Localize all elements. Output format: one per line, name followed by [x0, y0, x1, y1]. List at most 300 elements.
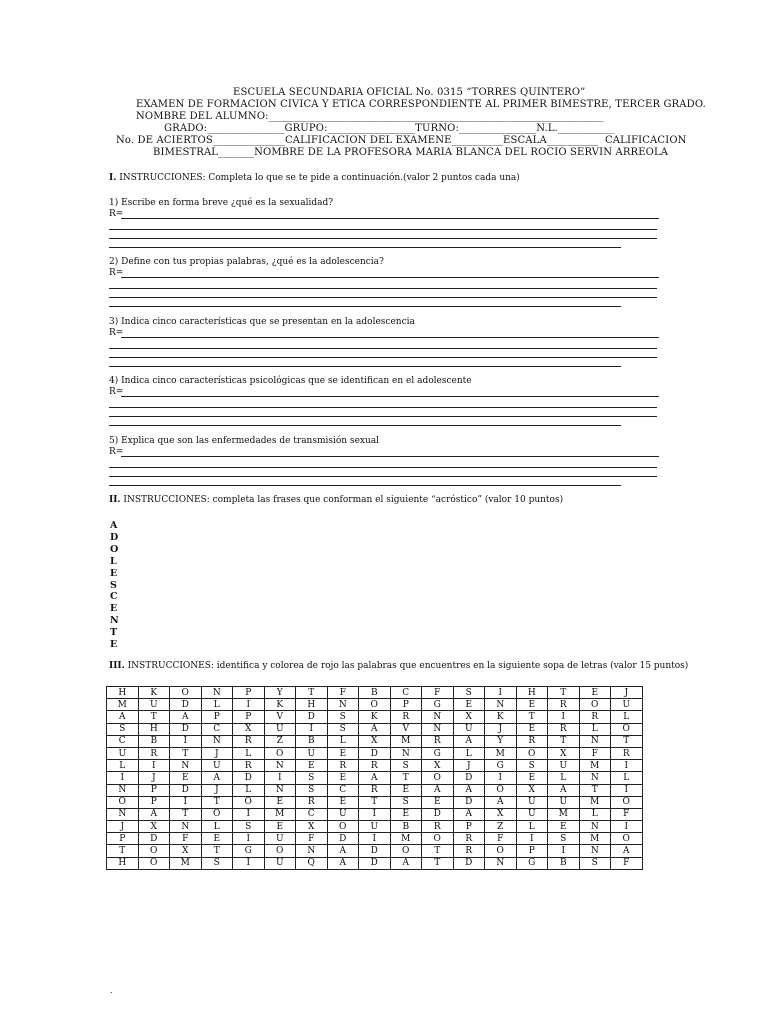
grid-cell[interactable]: M: [579, 760, 611, 772]
grid-cell[interactable]: U: [327, 808, 359, 820]
grid-cell[interactable]: I: [138, 760, 170, 772]
grid-cell[interactable]: U: [516, 796, 548, 808]
word-search-grid: [106, 686, 643, 870]
grid-cell[interactable]: S: [548, 833, 580, 845]
grid-cell[interactable]: E: [264, 796, 296, 808]
grid-cell[interactable]: D: [170, 784, 202, 796]
grid-cell[interactable]: S: [327, 723, 359, 735]
grid-cell[interactable]: I: [548, 845, 580, 857]
grid-cell[interactable]: A: [390, 857, 422, 869]
acrostic-letter: T: [110, 627, 118, 639]
grid-cell[interactable]: O: [359, 699, 391, 711]
grid-cell[interactable]: N: [579, 772, 611, 784]
grid-cell[interactable]: C: [296, 808, 328, 820]
answer-line[interactable]: [109, 238, 657, 239]
grid-cell[interactable]: M: [485, 747, 517, 759]
answer-line[interactable]: [109, 416, 657, 417]
grid-cell[interactable]: G: [422, 699, 454, 711]
grid-cell[interactable]: S: [296, 784, 328, 796]
grid-cell[interactable]: O: [107, 796, 139, 808]
grid-cell[interactable]: X: [485, 808, 517, 820]
answer-line[interactable]: [109, 357, 657, 358]
grid-cell[interactable]: I: [107, 772, 139, 784]
grid-cell[interactable]: U: [296, 747, 328, 759]
grid-cell[interactable]: D: [233, 772, 265, 784]
grid-cell[interactable]: P: [516, 845, 548, 857]
grid-cell[interactable]: I: [170, 735, 202, 747]
grid-cell[interactable]: L: [233, 784, 265, 796]
grid-cell[interactable]: E: [327, 747, 359, 759]
grid-cell[interactable]: D: [453, 796, 485, 808]
grid-cell[interactable]: K: [138, 687, 170, 699]
acrostic-letter: S: [110, 579, 117, 591]
grid-cell[interactable]: S: [516, 760, 548, 772]
grid-cell[interactable]: N: [201, 687, 233, 699]
grid-cell[interactable]: R: [327, 760, 359, 772]
grid-cell[interactable]: D: [138, 833, 170, 845]
grid-cell[interactable]: U: [264, 833, 296, 845]
question-3: 3) Indica cinco características que se presentan en la adolescencia: [109, 317, 415, 327]
grid-cell[interactable]: R: [548, 699, 580, 711]
grid-cell[interactable]: U: [611, 699, 643, 711]
grid-cell[interactable]: D: [359, 857, 391, 869]
grid-cell[interactable]: T: [516, 711, 548, 723]
answer-line[interactable]: [121, 218, 659, 219]
answer-line[interactable]: [109, 467, 657, 468]
grid-cell[interactable]: S: [327, 711, 359, 723]
grid-cell[interactable]: T: [170, 808, 202, 820]
grid-cell[interactable]: T: [296, 687, 328, 699]
grid-cell[interactable]: N: [390, 747, 422, 759]
grid-cell[interactable]: O: [611, 723, 643, 735]
grid-cell[interactable]: I: [485, 687, 517, 699]
answer-line[interactable]: [121, 456, 659, 457]
grid-cell[interactable]: J: [201, 747, 233, 759]
grid-cell[interactable]: A: [138, 808, 170, 820]
grid-cell[interactable]: O: [422, 772, 454, 784]
grid-cell[interactable]: U: [138, 699, 170, 711]
grid-cell[interactable]: L: [233, 747, 265, 759]
grid-cell[interactable]: A: [453, 808, 485, 820]
grid-cell[interactable]: D: [327, 833, 359, 845]
answer-prefix: R=: [109, 387, 124, 397]
grid-cell[interactable]: N: [485, 699, 517, 711]
grid-cell[interactable]: L: [611, 711, 643, 723]
grid-cell[interactable]: O: [516, 747, 548, 759]
grid-cell[interactable]: E: [327, 772, 359, 784]
grid-cell[interactable]: U: [264, 723, 296, 735]
grid-cell[interactable]: H: [516, 687, 548, 699]
answer-line[interactable]: [109, 425, 621, 426]
grid-cell[interactable]: P: [390, 699, 422, 711]
grid-cell[interactable]: I: [233, 833, 265, 845]
grid-cell[interactable]: L: [107, 760, 139, 772]
grid-cell[interactable]: S: [579, 857, 611, 869]
grid-cell[interactable]: A: [422, 784, 454, 796]
grid-cell[interactable]: O: [327, 821, 359, 833]
answer-line[interactable]: [109, 297, 657, 298]
grid-cell[interactable]: I: [485, 772, 517, 784]
grid-cell[interactable]: T: [422, 845, 454, 857]
grid-row: [107, 747, 643, 759]
grid-cell[interactable]: T: [422, 857, 454, 869]
grid-row: [107, 833, 643, 845]
grid-cell[interactable]: L: [516, 821, 548, 833]
grid-cell[interactable]: S: [390, 796, 422, 808]
grid-cell[interactable]: M: [390, 833, 422, 845]
grid-cell[interactable]: L: [201, 699, 233, 711]
grid-cell[interactable]: N: [170, 760, 202, 772]
grid-cell[interactable]: N: [264, 760, 296, 772]
grid-cell[interactable]: N: [170, 821, 202, 833]
grid-cell[interactable]: L: [611, 772, 643, 784]
answer-line[interactable]: [109, 247, 621, 248]
grid-cell[interactable]: F: [170, 833, 202, 845]
grid-cell[interactable]: K: [359, 711, 391, 723]
grid-cell[interactable]: U: [201, 760, 233, 772]
grid-cell[interactable]: Q: [296, 857, 328, 869]
grid-cell[interactable]: K: [485, 711, 517, 723]
grid-cell[interactable]: Z: [485, 821, 517, 833]
grid-cell[interactable]: O: [611, 796, 643, 808]
grid-cell[interactable]: R: [453, 845, 485, 857]
grid-cell[interactable]: R: [453, 833, 485, 845]
answer-line[interactable]: [121, 277, 659, 278]
grid-cell[interactable]: U: [359, 821, 391, 833]
grid-cell[interactable]: F: [485, 833, 517, 845]
grid-cell[interactable]: Z: [264, 735, 296, 747]
grid-cell[interactable]: H: [138, 723, 170, 735]
grid-cell[interactable]: L: [548, 772, 580, 784]
grid-cell[interactable]: N: [264, 784, 296, 796]
grid-cell[interactable]: E: [296, 760, 328, 772]
acrostic-letter: D: [110, 531, 119, 543]
grid-cell[interactable]: B: [296, 735, 328, 747]
acrostic-letter: A: [110, 520, 118, 531]
grid-cell[interactable]: S: [296, 772, 328, 784]
grid-cell[interactable]: N: [579, 821, 611, 833]
grid-cell[interactable]: K: [264, 699, 296, 711]
grid-cell[interactable]: E: [516, 723, 548, 735]
answer-line[interactable]: [109, 476, 657, 477]
grid-cell[interactable]: D: [359, 747, 391, 759]
grid-cell[interactable]: E: [390, 808, 422, 820]
grid-cell[interactable]: F: [422, 687, 454, 699]
grid-cell[interactable]: D: [422, 808, 454, 820]
grid-cell[interactable]: N: [579, 845, 611, 857]
grid-cell[interactable]: L: [453, 747, 485, 759]
grid-cell[interactable]: O: [138, 857, 170, 869]
grid-cell[interactable]: R: [548, 723, 580, 735]
grid-cell[interactable]: E: [201, 833, 233, 845]
grid-cell[interactable]: A: [327, 845, 359, 857]
grid-cell[interactable]: S: [233, 821, 265, 833]
grid-cell[interactable]: C: [390, 687, 422, 699]
grid-cell[interactable]: C: [201, 723, 233, 735]
grid-cell[interactable]: S: [201, 857, 233, 869]
grid-cell[interactable]: O: [201, 808, 233, 820]
grid-cell[interactable]: U: [264, 857, 296, 869]
grid-row: [107, 772, 643, 784]
grid-cell[interactable]: R: [359, 760, 391, 772]
grid-cell[interactable]: P: [233, 687, 265, 699]
grid-cell[interactable]: I: [359, 808, 391, 820]
grid-cell[interactable]: A: [107, 711, 139, 723]
grid-cell[interactable]: O: [170, 687, 202, 699]
grid-cell[interactable]: E: [516, 772, 548, 784]
grid-cell[interactable]: I: [548, 711, 580, 723]
grid-cell[interactable]: I: [170, 796, 202, 808]
grid-cell[interactable]: L: [579, 808, 611, 820]
grid-cell[interactable]: A: [453, 735, 485, 747]
grid-cell[interactable]: Y: [264, 687, 296, 699]
grid-cell[interactable]: A: [170, 711, 202, 723]
answer-line[interactable]: [109, 306, 621, 307]
grid-cell[interactable]: O: [422, 833, 454, 845]
grid-cell[interactable]: R: [233, 735, 265, 747]
grid-cell[interactable]: T: [548, 735, 580, 747]
grid-cell[interactable]: R: [611, 747, 643, 759]
answer-line[interactable]: [109, 485, 621, 486]
grid-cell[interactable]: N: [296, 845, 328, 857]
grid-cell[interactable]: T: [201, 845, 233, 857]
grid-cell[interactable]: L: [579, 723, 611, 735]
grid-cell[interactable]: I: [611, 760, 643, 772]
grid-cell[interactable]: N: [422, 711, 454, 723]
grid-cell[interactable]: U: [516, 808, 548, 820]
grid-cell[interactable]: O: [485, 845, 517, 857]
exam-title: EXAMEN DE FORMACION CIVICA Y ETICA CORRESPONDIENTE AL PRIMER BIMESTRE, TERCER GRADO.: [136, 99, 706, 110]
grid-cell[interactable]: E: [516, 699, 548, 711]
grid-cell[interactable]: X: [516, 784, 548, 796]
grid-cell[interactable]: I: [611, 784, 643, 796]
acrostic-letter: L: [110, 555, 117, 567]
grid-cell[interactable]: O: [138, 845, 170, 857]
grid-cell[interactable]: N: [107, 808, 139, 820]
grid-cell[interactable]: A: [359, 772, 391, 784]
grid-cell[interactable]: A: [359, 723, 391, 735]
grid-cell[interactable]: D: [453, 857, 485, 869]
grid-cell[interactable]: O: [390, 845, 422, 857]
grid-cell[interactable]: R: [422, 821, 454, 833]
grid-cell[interactable]: X: [453, 711, 485, 723]
grid-cell[interactable]: G: [422, 747, 454, 759]
grid-cell[interactable]: R: [422, 735, 454, 747]
grid-cell[interactable]: G: [485, 760, 517, 772]
grid-cell[interactable]: I: [296, 723, 328, 735]
question-1: 1) Escribe en forma breve ¿qué es la sexualidad?: [109, 198, 334, 208]
grid-cell[interactable]: X: [359, 735, 391, 747]
grid-cell[interactable]: E: [422, 796, 454, 808]
grid-cell[interactable]: J: [107, 821, 139, 833]
grid-cell[interactable]: G: [233, 845, 265, 857]
answer-line[interactable]: [109, 407, 657, 408]
grid-cell[interactable]: P: [138, 796, 170, 808]
grid-cell[interactable]: Ñ: [327, 699, 359, 711]
grid-cell[interactable]: U: [453, 723, 485, 735]
grid-cell[interactable]: P: [453, 821, 485, 833]
grid-cell[interactable]: F: [327, 687, 359, 699]
grid-cell[interactable]: X: [138, 821, 170, 833]
grid-cell[interactable]: L: [201, 821, 233, 833]
grid-row: [107, 723, 643, 735]
grid-cell[interactable]: O: [233, 796, 265, 808]
grid-row: [107, 699, 643, 711]
grid-cell[interactable]: O: [264, 845, 296, 857]
grid-cell[interactable]: I: [611, 821, 643, 833]
grid-cell[interactable]: E: [264, 821, 296, 833]
grid-cell[interactable]: R: [138, 747, 170, 759]
grid-cell[interactable]: F: [611, 857, 643, 869]
grid-cell[interactable]: T: [611, 735, 643, 747]
grid-cell[interactable]: O: [611, 833, 643, 845]
grid-row: [107, 735, 643, 747]
grid-cell[interactable]: C: [327, 784, 359, 796]
grid-cell[interactable]: M: [579, 833, 611, 845]
section-1-title: I. INSTRUCCIONES: Completa lo que se te pide a continuación.(valor 2 puntos cada una): [109, 173, 520, 183]
grid-cell[interactable]: I: [233, 808, 265, 820]
grid-cell[interactable]: S: [390, 760, 422, 772]
grid-cell[interactable]: F: [579, 747, 611, 759]
grid-cell[interactable]: M: [264, 808, 296, 820]
grid-cell[interactable]: R: [233, 760, 265, 772]
grid-cell[interactable]: P: [138, 784, 170, 796]
grid-cell[interactable]: E: [170, 772, 202, 784]
grid-cell[interactable]: N: [579, 735, 611, 747]
grid-cell[interactable]: X: [548, 747, 580, 759]
grid-cell[interactable]: D: [453, 772, 485, 784]
grid-cell[interactable]: A: [201, 772, 233, 784]
grid-cell[interactable]: D: [359, 845, 391, 857]
grid-cell[interactable]: P: [107, 833, 139, 845]
grid-cell[interactable]: E: [453, 699, 485, 711]
grid-cell[interactable]: H: [296, 699, 328, 711]
grid-cell[interactable]: M: [548, 808, 580, 820]
grid-cell[interactable]: J: [485, 723, 517, 735]
grid-cell[interactable]: N: [422, 723, 454, 735]
grid-cell[interactable]: A: [453, 784, 485, 796]
grid-cell[interactable]: J: [611, 687, 643, 699]
grid-cell[interactable]: V: [264, 711, 296, 723]
grid-cell[interactable]: N: [485, 857, 517, 869]
grid-cell[interactable]: E: [579, 687, 611, 699]
grid-cell[interactable]: H: [107, 687, 139, 699]
grid-cell[interactable]: D: [296, 711, 328, 723]
grid-cell[interactable]: A: [611, 845, 643, 857]
grid-cell[interactable]: B: [390, 821, 422, 833]
grid-cell[interactable]: O: [579, 699, 611, 711]
grid-cell[interactable]: R: [359, 784, 391, 796]
grid-cell[interactable]: E: [327, 796, 359, 808]
grid-cell[interactable]: T: [579, 784, 611, 796]
grid-cell[interactable]: L: [327, 735, 359, 747]
grade-group-line: GRADO:_______________GRUPO:_________________TURNO:_______________N.L.___________: [164, 123, 615, 134]
grid-cell[interactable]: M: [579, 796, 611, 808]
grid-cell[interactable]: T: [359, 796, 391, 808]
answer-line[interactable]: [109, 366, 621, 367]
grid-cell[interactable]: T: [107, 845, 139, 857]
grid-cell[interactable]: G: [516, 857, 548, 869]
grid-cell[interactable]: A: [485, 796, 517, 808]
grid-cell[interactable]: I: [233, 857, 265, 869]
footer-mark: .: [110, 986, 113, 995]
grid-cell[interactable]: E: [390, 784, 422, 796]
grid-cell[interactable]: F: [296, 833, 328, 845]
grid-row: [107, 808, 643, 820]
grid-cell[interactable]: B: [548, 857, 580, 869]
grid-cell[interactable]: J: [453, 760, 485, 772]
grid-cell[interactable]: T: [170, 747, 202, 759]
grid-cell[interactable]: I: [359, 833, 391, 845]
grid-cell[interactable]: F: [611, 808, 643, 820]
grid-cell[interactable]: R: [390, 711, 422, 723]
score-line: No. DE ACIERTOS______________CALIFICACION DEL EXAMENE__________ESCALA__________ CALIFICACION: [116, 135, 687, 146]
grid-cell[interactable]: A: [548, 784, 580, 796]
grid-cell[interactable]: S: [107, 723, 139, 735]
grid-cell[interactable]: N: [201, 735, 233, 747]
grid-cell[interactable]: U: [548, 760, 580, 772]
grid-cell[interactable]: P: [201, 711, 233, 723]
grid-cell[interactable]: T: [548, 687, 580, 699]
grid-cell[interactable]: H: [107, 857, 139, 869]
grid-cell[interactable]: R: [579, 711, 611, 723]
grid-cell[interactable]: M: [107, 699, 139, 711]
grid-cell[interactable]: D: [170, 699, 202, 711]
grid-cell[interactable]: D: [170, 723, 202, 735]
grid-cell[interactable]: E: [548, 821, 580, 833]
grid-cell[interactable]: P: [233, 711, 265, 723]
acrostic-letter: C: [110, 591, 118, 603]
answer-line[interactable]: [109, 348, 657, 349]
grid-cell[interactable]: A: [327, 857, 359, 869]
answer-line[interactable]: [109, 288, 657, 289]
grid-cell[interactable]: B: [138, 735, 170, 747]
grid-cell[interactable]: O: [485, 784, 517, 796]
grid-cell[interactable]: N: [107, 784, 139, 796]
grid-cell[interactable]: X: [422, 760, 454, 772]
grid-cell[interactable]: U: [107, 747, 139, 759]
grid-cell[interactable]: I: [516, 833, 548, 845]
answer-line[interactable]: [121, 396, 659, 397]
grid-cell[interactable]: I: [233, 699, 265, 711]
grid-cell[interactable]: T: [201, 796, 233, 808]
grid-cell[interactable]: S: [453, 687, 485, 699]
acrostic-letter: N: [110, 615, 119, 627]
grid-cell[interactable]: X: [296, 821, 328, 833]
acrostic-letter: O: [110, 543, 119, 555]
grid-cell[interactable]: O: [264, 747, 296, 759]
grid-cell[interactable]: R: [516, 735, 548, 747]
grid-cell[interactable]: C: [107, 735, 139, 747]
grid-cell[interactable]: R: [296, 796, 328, 808]
grid-cell[interactable]: M: [170, 857, 202, 869]
grid-cell[interactable]: T: [138, 711, 170, 723]
grid-cell[interactable]: J: [138, 772, 170, 784]
grid-cell[interactable]: V: [390, 723, 422, 735]
grid-cell[interactable]: X: [170, 845, 202, 857]
answer-line[interactable]: [109, 229, 657, 230]
grid-cell[interactable]: X: [233, 723, 265, 735]
grid-cell[interactable]: U: [548, 796, 580, 808]
grid-cell[interactable]: Y: [485, 735, 517, 747]
grid-cell[interactable]: M: [390, 735, 422, 747]
grid-cell[interactable]: I: [264, 772, 296, 784]
answer-line[interactable]: [121, 337, 659, 338]
grid-cell[interactable]: J: [201, 784, 233, 796]
grid-row: [107, 784, 643, 796]
grid-cell[interactable]: B: [359, 687, 391, 699]
grid-cell[interactable]: T: [390, 772, 422, 784]
